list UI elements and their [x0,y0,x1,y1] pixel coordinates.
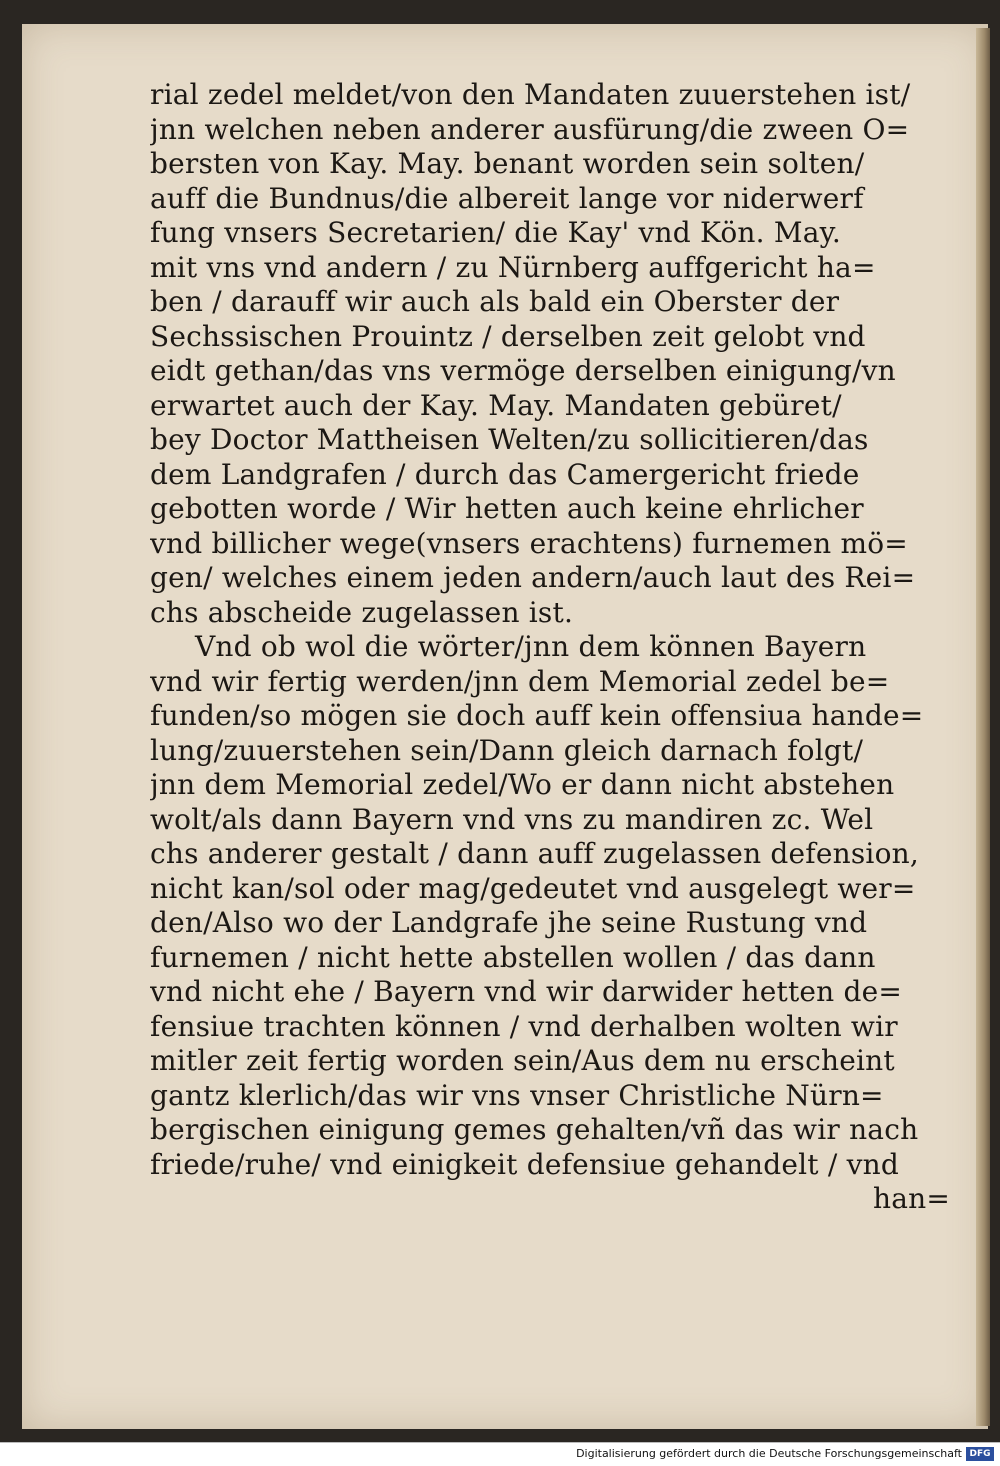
text-line: rial zedel meldet/von den Mandaten zuuerstehen ist/ [150,78,911,111]
text-line: ben / darauff wir auch als bald ein Oberster der [150,285,840,318]
text-line: jnn welchen neben anderer ausfürung/die zween O= [150,112,910,146]
text-line: mitler zeit fertig worden sein/Aus dem nu erscheint [150,1044,895,1077]
text-line: vnd wir fertig werden/jnn dem Memorial zedel be= [150,664,890,698]
paragraph-start-line: Vnd ob wol die wörter/jnn dem können Bayern [195,630,867,663]
text-line: gebotten worde / Wir hetten auch keine ehrlicher [150,492,864,525]
text-line: dem Landgrafen / durch das Camergericht friede [150,457,860,491]
text-line: friede/ruhe/ vnd einigkeit defensiue gehandelt / vnd [150,1147,899,1181]
text-line: funden/so mögen sie doch auff kein offensiua hande= [150,699,924,732]
text-line: vnd billicher wege(vnsers erachtens) furnemen mö= [150,526,908,560]
dfg-logo: DFG [966,1447,994,1461]
text-line: eidt gethan/das vns vermöge derselben einigung/vn [150,354,896,387]
text-line: lung/zuuerstehen sein/Dann gleich darnach folgt/ [150,733,864,767]
text-line: bey Doctor Mattheisen Welten/zu sollicitieren/das [150,423,869,456]
text-line: furnemen / nicht hette abstellen wollen / das dann [150,940,876,974]
text-line: bersten von Kay. May. benant worden sein solten/ [150,147,865,180]
catchword: han= [872,1182,950,1215]
page-text [150,78,950,1217]
text-line: chs anderer gestalt / dann auff zugelassen defension, [150,837,919,870]
text-line: nicht kan/sol oder mag/gedeutet vnd ausgelegt wer= [150,871,916,905]
text-line: gen/ welches einem jeden andern/auch laut des Rei= [150,561,916,594]
text-line: Sechssischen Prouintz / derselben zeit gelobt vnd [150,319,866,353]
text-line: vnd nicht ehe / Bayern vnd wir darwider hetten de= [150,975,903,1008]
footer-bar [0,1442,1000,1466]
text-line: wolt/als dann Bayern vnd vns zu mandiren zc. Wel [150,802,874,836]
text-line: mit vns vnd andern / zu Nürnberg auffgericht ha= [150,250,876,284]
text-line: fensiue trachten können / vnd derhalben wolten wir [150,1009,898,1043]
text-line: chs abscheide zugelassen ist. [150,595,574,629]
text-line: gantz klerlich/das wir vns vnser Christliche Nürn= [150,1078,884,1112]
text-line: bergischen einigung gemes gehalten/vñ das wir nach [150,1113,919,1146]
text-line: fung vnsers Secretarien/ die Kay' vnd Kön. May. [150,216,841,249]
text-line: den/Also wo der Landgrafe jhe seine Rustung vnd [150,906,868,939]
text-line: auff die Bundnus/die albereit lange vor niderwerf [150,181,864,215]
book-spine-edge [976,28,990,1426]
text-line: erwartet auch der Kay. May. Mandaten gebüret/ [150,388,842,422]
text-line: jnn dem Memorial zedel/Wo er dann nicht abstehen [150,768,895,801]
funding-credit: Digitalisierung gefördert durch die Deutsche Forschungsgemeinschaft [576,1447,962,1460]
